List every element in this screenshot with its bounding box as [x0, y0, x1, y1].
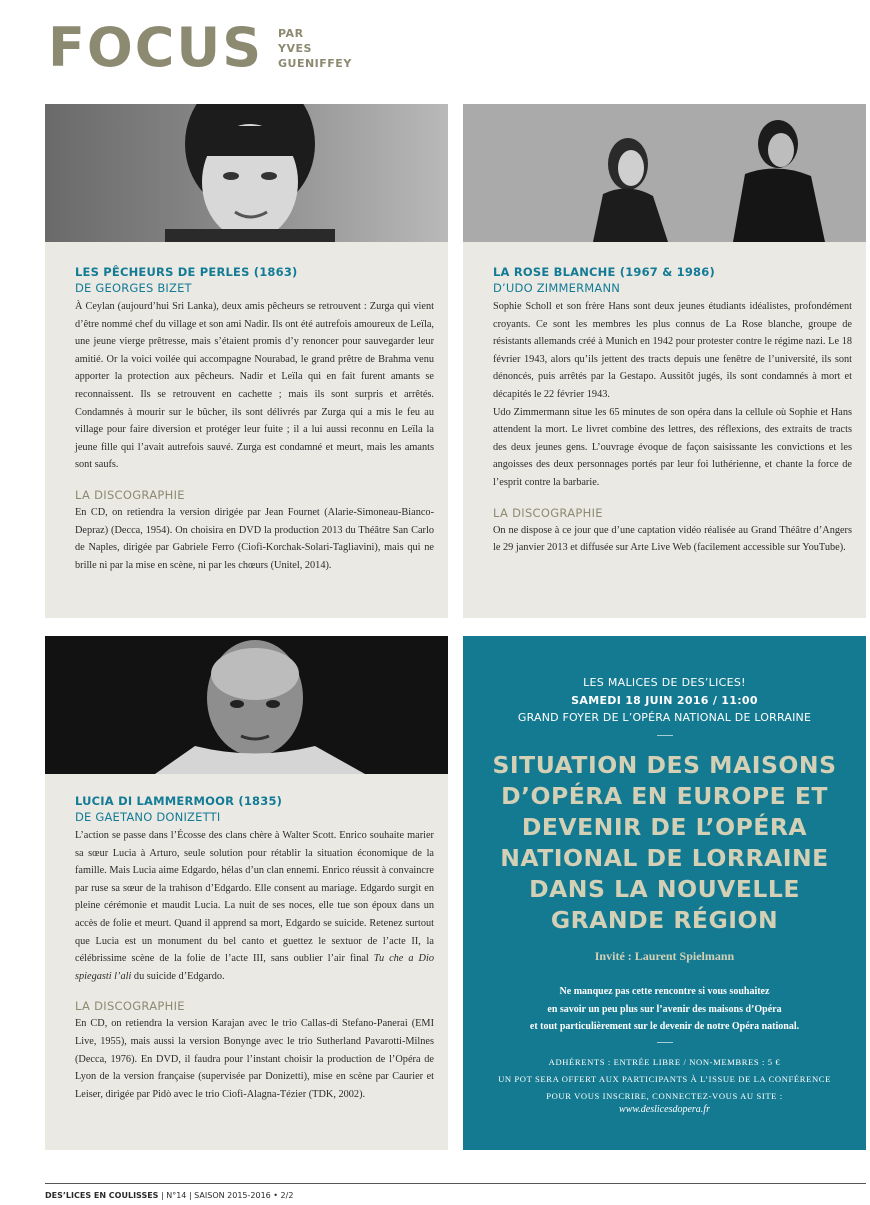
article-title: LES PÊCHEURS DE PERLES (1863)	[75, 265, 298, 279]
page-title: FOCUS	[48, 16, 264, 79]
discography-heading: LA DISCOGRAPHIE	[75, 487, 185, 502]
byline	[278, 26, 352, 71]
event-series: LES MALICES DE DES’LICES!	[583, 676, 746, 689]
article-synopsis-2: Udo Zimmermann situe les 65 minutes de son opéra dans la cellule où Sophie et Hans attendent la mort. Le livret combine des lettres, des réflexions, des extraits de tracts des deux jeunes gens. L’ouvrage évoque de façon saisissante les convictions et les angoisses des deux personnages portés par leur foi luthérienne, et chante la force de l’esprit contre la barbarie.	[493, 406, 852, 488]
discography-heading: LA DISCOGRAPHIE	[75, 999, 185, 1014]
article-card-pecheurs	[45, 104, 448, 618]
discography-heading: LA DISCOGRAPHIE	[493, 505, 603, 520]
footer-rule	[45, 1183, 866, 1184]
article-title: LUCIA DI LAMMERMOOR (1835)	[75, 794, 283, 808]
discography-text: En CD, on retiendra la version Karajan avec le trio Callas-di Stefano-Panerai (EMI Live, 1955), mais aussi la version Bonynge avec le trio Sutherland Pavarotti-Milnes (Decca, 1976). En DVD, il faudra pour l’instant choisir la production de l’Opéra de Lyon de la version française (supervisée par Donizetti), mise en scène par Caurier et Leiser, dirigée par Pidò avec le trio Ciofi-Alagna-Tézier (TDK, 2002).	[75, 1018, 434, 1100]
event-date: SAMEDI 18 JUIN 2016 / 11:00	[571, 694, 758, 707]
event-message: Ne manquez pas cette rencontre si vous souhaitez en savoir un peu plus sur l’avenir des maisons d’Opéra et tout particulièrement sur le devenir de notre Opéra national.	[529, 986, 800, 1032]
article-composer: DE GEORGES BIZET	[75, 281, 192, 295]
page-footer	[45, 1191, 293, 1200]
event-venue: GRAND FOYER DE L’OPÉRA NATIONAL DE LORRAINE	[517, 711, 812, 724]
aria-title: Tu che a Dio spiegasti l’ali	[75, 953, 434, 982]
article-synopsis: L’action se passe dans l’Écosse des clans chère à Walter Scott. Enrico souhaite marier sa sœur Lucia à Arturo, seule solution pour rétablir la situation économique de la famille. Mais Lucia aime Edgardo, hélas d’un clan ennemi. Enrico réussit à convaincre par ruse sa sœur de la trahison d’Edgardo. Elle consent au mariage. Edgardo surgit en pleine cérémonie et maudit Lucia. La nuit de ses noces, elle tue son époux dans un accès de folie et meurt. Quand il apprend sa mort, Edgardo se suicide. Retenez surtout que Lucia est un monument du bel canto et guettez le sextuor de l’acte II, la célébrissime scène de la folie de l’acte III, sans oublier l’air final Tu che a Dio spiegasti l’ali du suicide d’Edgardo.	[75, 830, 434, 982]
divider	[657, 1042, 673, 1043]
event-headline: SITUATION DES MAISONS D’OPÉRA EN EUROPE ET DEVENIR DE L’OPÉRA NATIONAL DE LORRAINE DANS LA NOUVELLE GRANDE RÉGION	[492, 751, 837, 934]
event-info: ADHÉRENTS : ENTRÉE LIBRE / NON-MEMBRES : 5 € UN POT SERA OFFERT AUX PARTICIPANTS À L’ISSUE DE LA CONFÉRENCE POUR VOUS INSCRIRE, CONNECTEZ-VOUS AU SITE :	[498, 1057, 831, 1101]
event-website-link[interactable]: www.deslicesdopera.fr	[619, 1104, 710, 1115]
article-card-rose-blanche	[463, 104, 866, 618]
byline-author: YVES GUENIFFEY	[278, 42, 352, 70]
footer-brand: DES’LICES EN COULISSES	[45, 1191, 159, 1200]
byline-par: PAR	[278, 27, 304, 40]
divider	[657, 735, 673, 736]
article-title: LA ROSE BLANCHE (1967 & 1986)	[493, 265, 715, 279]
footer-issue: | N°14 | SAISON 2015-2016 • 2/2	[158, 1191, 294, 1200]
article-composer: D’UDO ZIMMERMANN	[493, 281, 621, 295]
photo-two-singers	[463, 104, 866, 242]
article-synopsis: Sophie Scholl et son frère Hans sont deux jeunes étudiants idéalistes, profondément croyants. Ce sont les membres les plus connus de La Rose blanche, groupe de résistants allemands créé à Munich en 1942 pour protester contre le régime nazi. Le 18 février 1943, alors qu’ils jettent des tracts depuis une fenêtre de l’université, ils sont dénoncés, puis arrêtés par la Gestapo. Aussitôt jugés, ils sont condamnés à mort et décapités le 22 février 1943.	[493, 301, 852, 400]
article-card-lucia	[45, 636, 448, 1150]
photo-man-portrait	[45, 636, 448, 774]
discography-text: En CD, on retiendra la version dirigée par Jean Fournet (Alarie-Simoneau-Bianco-Depraz) (Decca, 1954). On choisira en DVD la production 2013 du Théâtre San Carlo de Naples, dirigée par Gabriele Ferro (Ciofi-Korchak-Solari-Tagliavini), mais qui ne brille ni par la mise en scène, ni par les chœurs (Unitel, 2014).	[75, 506, 434, 571]
event-promo-box	[463, 636, 866, 1150]
article-synopsis: À Ceylan (aujourd’hui Sri Lanka), deux amis pêcheurs se retrouvent : Zurga qui vient d’être nommé chef du village et son ami Nadir. Ils ont été autrefois amoureux de Leïla, une jeune vierge prêtresse, mais s’étaient promis d’y renoncer pour sauvegarder leur amitié. Or la voici voilée qui accompagne Nourabad, le grand prêtre de Brahma venu apporter la protection aux pêcheurs. Nadir et Leïla qui en fait furent amants se reconnaissent. Ils se retrouvent en cachette ; mais ils sont surpris et arrêtés. Condamnés à mourir sur le bûcher, ils sont délivrés par Zurga qui a mis le feu au village pour faire diversion et protéger leur fuite ; il a lui aussi reconnu en Leïla la jeune fille qui l’avait autrefois sauvé. Zurga est condamné et meurt, mais les amants sont saufs.	[75, 301, 434, 471]
article-composer: DE GAETANO DONIZETTI	[75, 810, 221, 824]
photo-woman-portrait	[45, 104, 448, 242]
event-guest: Invité : Laurent Spielmann	[594, 949, 735, 963]
discography-text: On ne dispose à ce jour que d’une captation vidéo réalisée au Grand Théâtre d’Angers le 29 janvier 2013 et diffusée sur Arte Live Web (facilement accessible sur YouTube).	[493, 524, 852, 554]
